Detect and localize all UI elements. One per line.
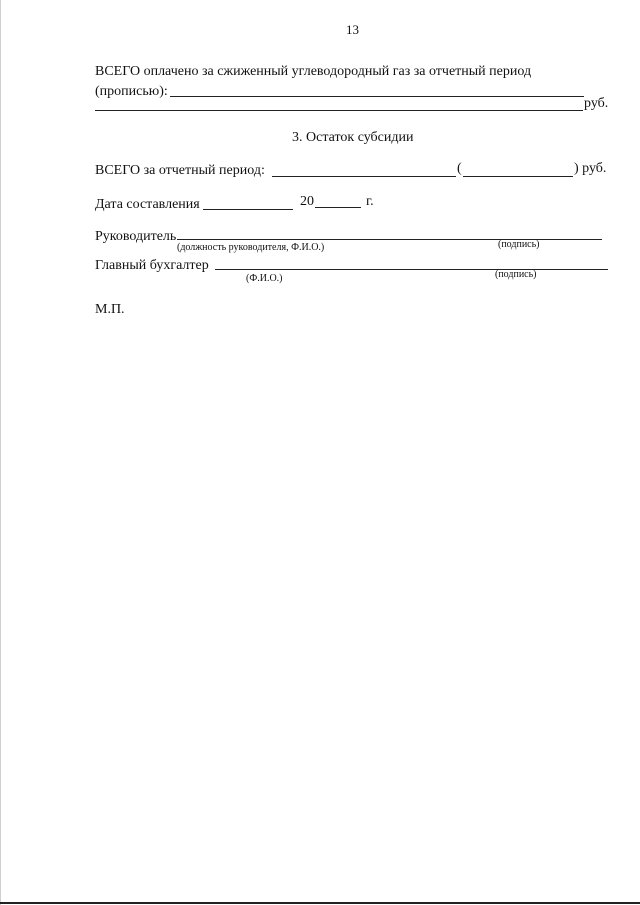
open-paren: ( xyxy=(457,161,462,176)
section-3-heading: 3. Остаток субсидии xyxy=(292,130,414,145)
accountant-signature-caption: (подпись) xyxy=(495,269,537,280)
amount-in-words-field-line1[interactable] xyxy=(170,96,584,97)
year-suffix: г. xyxy=(366,194,374,209)
date-label: Дата составления xyxy=(95,197,200,212)
amount-in-words-field-line2[interactable] xyxy=(95,110,583,111)
remainder-total-label: ВСЕГО за отчетный период: xyxy=(95,163,265,178)
paid-total-label: ВСЕГО оплачено за сжиженный углеводородный газ за отчетный период xyxy=(95,64,532,79)
stamp-label: М.П. xyxy=(95,302,125,317)
accountant-caption: (Ф.И.О.) xyxy=(246,273,283,284)
page-number: 13 xyxy=(346,22,359,37)
remainder-currency: ) руб. xyxy=(574,161,607,176)
date-day-month-field[interactable] xyxy=(203,209,293,210)
currency-label: руб. xyxy=(584,96,609,111)
accountant-name-field[interactable] xyxy=(215,269,608,270)
scan-edge-bottom xyxy=(0,902,640,904)
year-field[interactable] xyxy=(315,207,361,208)
remainder-amount-field[interactable] xyxy=(272,176,456,177)
remainder-amount-words-field[interactable] xyxy=(463,176,573,177)
head-label: Руководитель xyxy=(95,229,177,244)
scan-edge-left xyxy=(0,0,1,905)
year-century: 20 xyxy=(300,194,314,209)
head-caption: (должность руководителя, Ф.И.О.) xyxy=(177,242,325,253)
amount-in-words-label: (прописью): xyxy=(95,84,168,99)
accountant-label: Главный бухгалтер xyxy=(95,258,209,273)
head-signature-caption: (подпись) xyxy=(498,239,540,250)
